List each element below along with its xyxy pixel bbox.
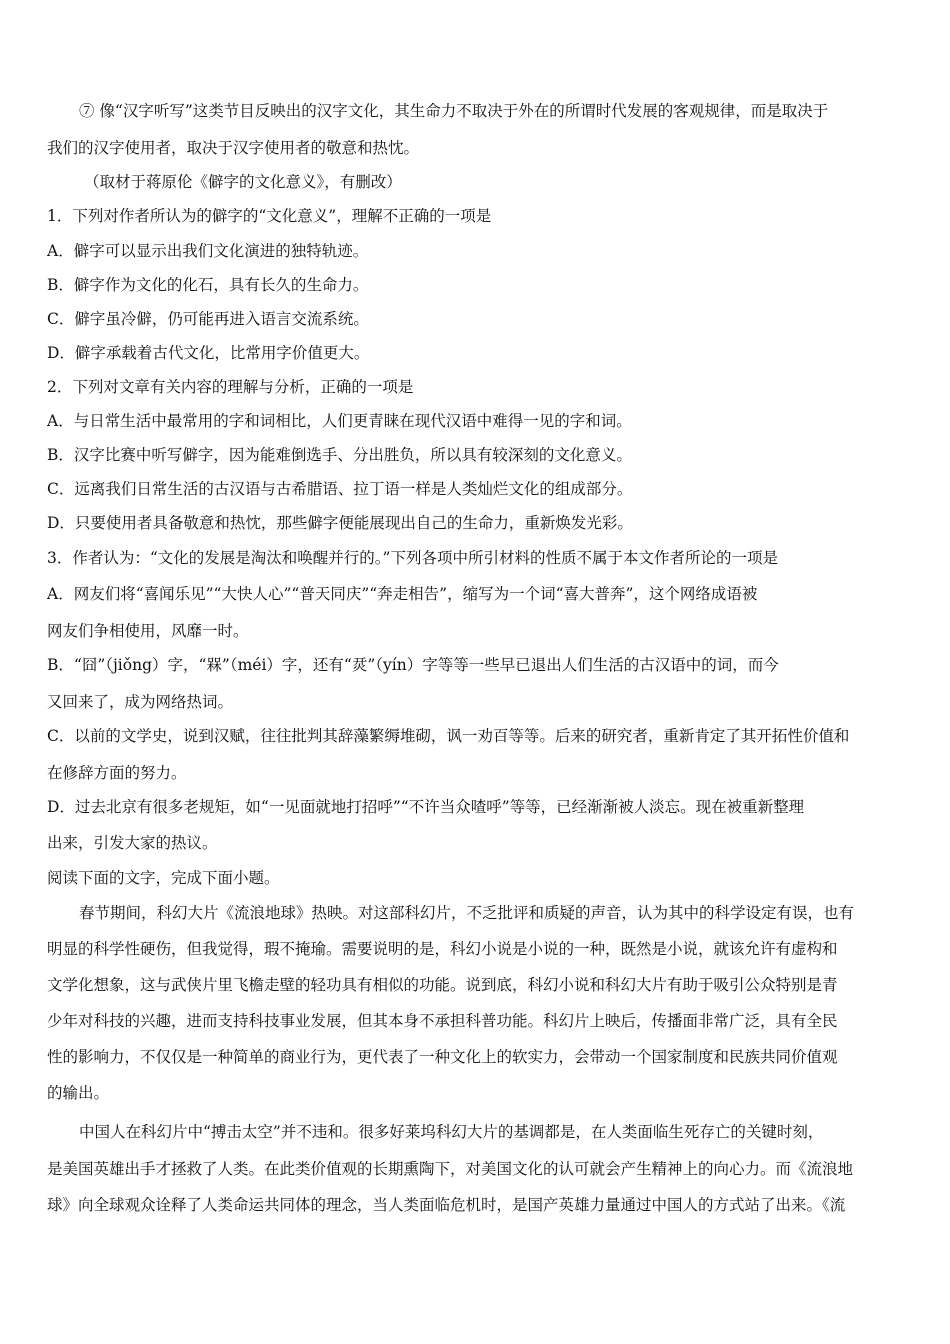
passage-para1-line4: 少年对科技的兴趣，进而支持科技事业发展，但其本身不承担科普功能。科幻片上映后，传播面非常广泛，具有全民: [47, 1012, 838, 1030]
q3-option-b-line1: B．“囧”（jiǒng）字，“槑”（méi）字，还有“烎”（yín）字等等一些早已退出人们生活的古汉语中的词，而今: [47, 656, 779, 674]
passage-para2-line3: 球》向全球观众诠释了人类命运共同体的理念，当人类面临危机时，是国产英雄力量通过中国人的方式站了出来。《流: [47, 1196, 846, 1214]
q3-option-a-line1: A．网友们将“喜闻乐见”“大快人心”“普天同庆”“奔走相告”，缩写为一个词“喜大普奔”，这个网络成语被: [47, 585, 758, 603]
q2-option-d: D．只要使用者具备敬意和热忱，那些僻字便能展现出自己的生命力，重新焕发光彩。: [47, 514, 633, 532]
q3-option-c-line1: C．以前的文学史，说到汉赋，往往批判其辞藻繁缛堆砌，讽一劝百等等。后来的研究者，重新肯定了其开拓性价值和: [47, 727, 850, 745]
passage-para2-line2: 是美国英雄出手才拯救了人类。在此类价值观的长期熏陶下，对美国文化的认可就会产生精神上的向心力。而《流浪地: [47, 1160, 854, 1178]
q3-option-b-line2: 又回来了，成为网络热词。: [47, 693, 234, 711]
q2-option-c: C．远离我们日常生活的古汉语与古希腊语、拉丁语一样是人类灿烂文化的组成部分。: [47, 480, 633, 498]
source-note: （取材于蒋原伦《僻字的文化意义》，有删改）: [84, 173, 402, 191]
para7-line1: ⑦ 像“汉字听写”这类节目反映出的汉字文化，其生命力不取决于外在的所谓时代发展的客观规律，而是取决于: [79, 102, 829, 120]
passage-para1-line6: 的输出。: [47, 1084, 110, 1102]
q1-stem: 1．下列对作者所认为的僻字的“文化意义”，理解不正确的一项是: [47, 207, 492, 225]
passage-para2-line1: 中国人在科幻片中“搏击太空”并不违和。很多好莱坞科幻大片的基调都是，在人类面临生死存亡的关键时刻，: [79, 1123, 824, 1141]
q2-option-a: A．与日常生活中最常用的字和词相比，人们更青睐在现代汉语中难得一见的字和词。: [47, 412, 632, 430]
passage-para1-line2: 明显的科学性硬伤，但我觉得，瑕不掩瑜。需要说明的是，科幻小说是小说的一种，既然是小说，就该允许有虚构和: [47, 940, 838, 958]
q2-option-b: B．汉字比赛中听写僻字，因为能难倒选手、分出胜负，所以具有较深刻的文化意义。: [47, 446, 632, 464]
q1-option-c: C．僻字虽冷僻，仍可能再进入语言交流系统。: [47, 310, 369, 328]
q3-stem: 3．作者认为：“文化的发展是淘汰和唤醒并行的。”下列各项中所引材料的性质不属于本文作者所论的一项是: [47, 549, 778, 567]
q1-option-d: D．僻字承载着古代文化，比常用字价值更大。: [47, 344, 370, 362]
q3-option-c-line2: 在修辞方面的努力。: [47, 764, 187, 782]
q3-option-a-line2: 网友们争相使用，风靡一时。: [47, 622, 249, 640]
para7-line2: 我们的汉字使用者，取决于汉字使用者的敬意和热忱。: [47, 139, 420, 157]
q3-option-d-line2: 出来，引发大家的热议。: [47, 834, 218, 852]
q2-stem: 2．下列对文章有关内容的理解与分析，正确的一项是: [47, 378, 414, 396]
passage-para1-line3: 文学化想象，这与武侠片里飞檐走壁的轻功具有相似的功能。说到底，科幻小说和科幻大片有助于吸引公众特别是青: [47, 976, 838, 994]
q1-option-a: A．僻字可以显示出我们文化演进的独特轨迹。: [47, 242, 369, 260]
q3-option-d-line1: D．过去北京有很多老规矩，如“一见面就地打招呼”“不许当众喳呼”等等，已经渐渐被人淡忘。现在被重新整理: [47, 798, 805, 816]
reading-intro: 阅读下面的文字，完成下面小题。: [47, 869, 280, 887]
passage-para1-line1: 春节期间，科幻大片《流浪地球》热映。对这部科幻片，不乏批评和质疑的声音，认为其中的科学设定有误，也有: [79, 904, 855, 922]
passage-para1-line5: 性的影响力，不仅仅是一种简单的商业行为，更代表了一种文化上的软实力，会带动一个国家制度和民族共同价值观: [47, 1048, 838, 1066]
q1-option-b: B．僻字作为文化的化石，具有长久的生命力。: [47, 276, 369, 294]
